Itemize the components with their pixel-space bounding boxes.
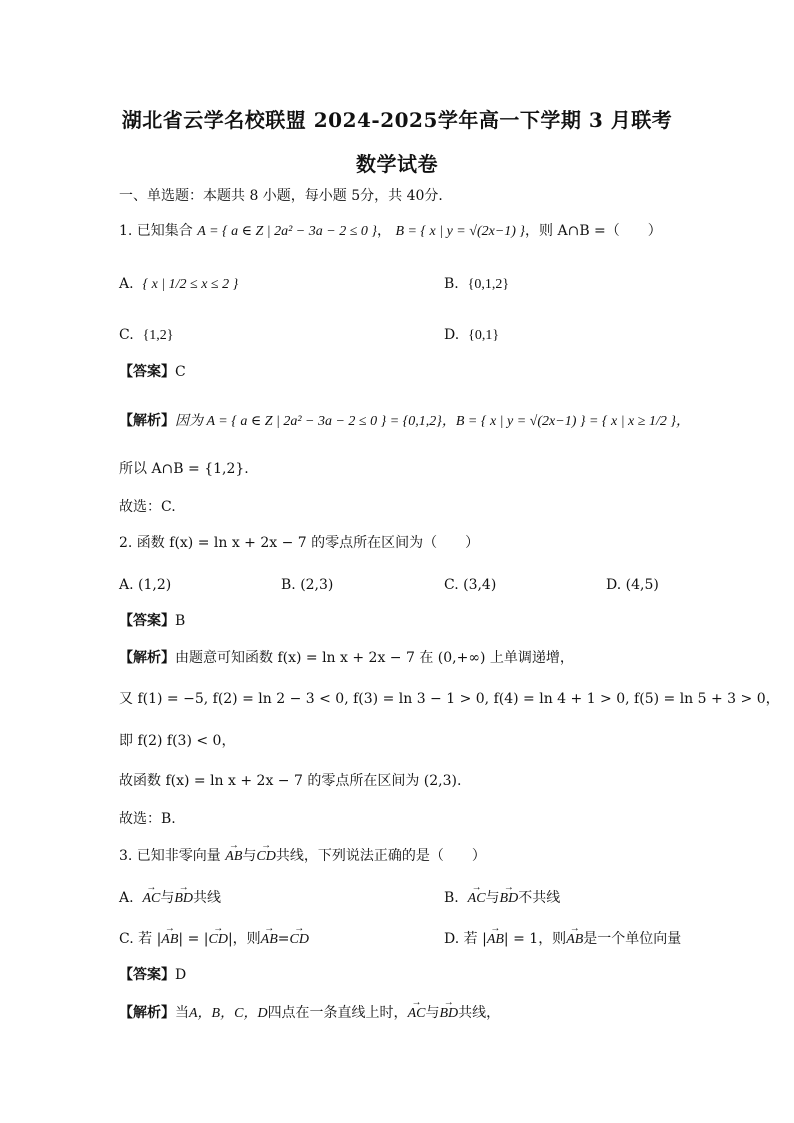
- q2-answer: [119, 611, 185, 631]
- q2-answer-label: 【答案】: [119, 613, 175, 629]
- q1-analysis-text-1: 因为 A = { a ∈ Z | 2a² − 3a − 2 ≤ 0 } = {0,1,2}，B = { x | y = √(2x−1) } = { x | x ≥ 1/2 }，: [175, 414, 690, 429]
- vector-ab: → AB: [261, 930, 278, 950]
- q3-analysis-label: 【解析】: [119, 1005, 175, 1021]
- q1-opt-b-value: {0,1,2}: [467, 277, 510, 292]
- q3-points: A，B，C，D: [189, 1006, 268, 1021]
- q3-opt-b-tail: 不共线: [518, 890, 561, 906]
- vector-ab: → AB: [566, 930, 583, 950]
- q2-option-c: C. (3,4): [444, 577, 497, 593]
- q3-opt-d-eq: = 1: [513, 931, 539, 947]
- vector-cd: → CD: [208, 930, 227, 950]
- q3-answer-label: 【答案】: [119, 967, 175, 983]
- q1-ask: ，则 A∩B =（ ）: [525, 223, 662, 239]
- vector-bd: → BD: [439, 1004, 458, 1024]
- q1-answer: [119, 362, 186, 382]
- vector-cd: → CD: [256, 847, 275, 867]
- q2-option-a: A. (1,2): [119, 577, 172, 593]
- exam-title: 湖北省云学名校联盟 2024-2025学年高一下学期 3 月联考: [121, 108, 673, 132]
- q1-analysis-line-2: 所以 A∩B = {1,2}.: [119, 461, 249, 477]
- q2-analysis-label: 【解析】: [119, 650, 175, 666]
- q3-analysis-with: 与: [425, 1005, 440, 1021]
- q3-option-c: C. 若 |→ AB| = |→ CD|，则→ AB=→ CD: [119, 929, 309, 950]
- vector-ab: → AB: [161, 930, 178, 950]
- vector-bd: → BD: [500, 889, 519, 909]
- q3-opt-c-mid: ，则: [232, 931, 261, 947]
- q1-analysis-line-1: [119, 411, 690, 432]
- q2-analysis-text-1: 由题意可知函数 f(x) = ln x + 2x − 7 在 (0,+∞) 上单调递增，: [175, 650, 574, 666]
- q3-opt-d-label: D. 若: [444, 931, 478, 947]
- q3-option-d: D. 若 |→ AB| = 1，则→ AB是一个单位向量: [444, 929, 681, 950]
- q3-answer-value: D: [175, 967, 187, 983]
- q2-conclude: [119, 809, 176, 829]
- q1-set-a: A = { a ∈ Z | 2a² − 3a − 2 ≤ 0 }: [197, 224, 377, 239]
- q3-analysis-line-1: [119, 1003, 500, 1024]
- vector-bd: → BD: [174, 889, 193, 909]
- q3-stem-pre: 3. 已知非零向量: [119, 848, 221, 864]
- q1-opt-c-value: {1,2}: [142, 328, 174, 343]
- q2-answer-value: B: [175, 613, 186, 629]
- q3-opt-c-label: C. 若: [119, 931, 153, 947]
- q3-opt-b-with: 与: [485, 890, 500, 906]
- section-heading: 一、单选题：本题共 8 小题，每小题 5分，共 40分．: [119, 188, 453, 204]
- q2-analysis-line-4: 故函数 f(x) = ln x + 2x − 7 的零点所在区间为 (2,3).: [119, 773, 462, 789]
- q1-answer-label: 【答案】: [119, 364, 175, 380]
- q3-with: 与: [242, 848, 257, 864]
- q1-set-b: B = { x | y = √(2x−1) }: [395, 224, 526, 239]
- q1-opt-d-value: {0,1}: [468, 328, 500, 343]
- vector-ab: → AB: [225, 847, 242, 867]
- q3-analysis-mid: 四点在一条直线上时，: [267, 1005, 408, 1021]
- vector-ac: → AC: [408, 1004, 426, 1024]
- q2-conclude-label: 故选：: [119, 811, 161, 827]
- q2-analysis-line-3: 即 f(2) f(3) < 0，: [119, 733, 236, 749]
- q2-option-b: B. (2,3): [281, 577, 334, 593]
- q1-analysis-label: 【解析】: [119, 413, 175, 429]
- q3-stem: [119, 846, 486, 867]
- q2-stem: 2. 函数 f(x) = ln x + 2x − 7 的零点所在区间为（ ）: [119, 535, 480, 551]
- q3-analysis-post: 共线，: [458, 1005, 501, 1021]
- q3-opt-b-label: B.: [444, 890, 459, 906]
- q3-opt-a-tail: 共线: [193, 890, 222, 906]
- q3-opt-d-end: 是一个单位向量: [583, 931, 682, 947]
- q1-opt-d-label: D.: [444, 327, 460, 343]
- q1-opt-b-label: B.: [444, 276, 459, 292]
- exam-subtitle: 数学试卷: [356, 152, 438, 176]
- q1-conclude-label: 故选：: [119, 499, 161, 515]
- q1-opt-c-label: C.: [119, 327, 134, 343]
- q1-num: 1. 已知集合: [119, 223, 193, 239]
- q2-option-d: D. (4,5): [606, 577, 659, 593]
- q1-opt-a-value: { x | 1/2 ≤ x ≤ 2 }: [142, 277, 239, 292]
- q3-opt-a-label: A.: [119, 890, 134, 906]
- q1-option-a: [119, 274, 238, 295]
- q1-option-b: [444, 274, 509, 295]
- q3-opt-c-eq: =: [277, 931, 290, 947]
- vector-ac: → AC: [142, 889, 160, 909]
- q1-stem: 1. 已知集合 A = { a ∈ Z | 2a² − 3a − 2 ≤ 0 }， B = { x | y = √(2x−1) }，则 A∩B =（ ）: [119, 223, 662, 239]
- q3-option-b: [444, 888, 560, 909]
- q3-opt-d-tail: ，则: [538, 931, 567, 947]
- q3-opt-a-with: 与: [160, 890, 175, 906]
- vector-ac: → AC: [468, 889, 486, 909]
- q1-conclude-value: C.: [161, 499, 176, 515]
- q1-opt-a-label: A.: [119, 276, 134, 292]
- vector-ab: → AB: [487, 930, 504, 950]
- q1-option-c: [119, 325, 174, 346]
- q2-conclude-value: B.: [161, 811, 176, 827]
- q1-answer-value: C: [175, 364, 186, 380]
- q2-analysis-line-1: [119, 648, 574, 668]
- q3-answer: [119, 965, 186, 985]
- q3-stem-post: 共线，下列说法正确的是（ ）: [275, 848, 486, 864]
- q1-option-d: [444, 325, 499, 346]
- q1-conclude: [119, 497, 176, 517]
- vector-cd: → CD: [290, 930, 309, 950]
- q3-option-a: [119, 888, 221, 909]
- q3-analysis-pre: 当: [175, 1005, 189, 1021]
- q2-analysis-line-2: 又 f(1) = −5, f(2) = ln 2 − 3 < 0, f(3) = ln 3 − 1 > 0, f(4) = ln 4 + 1 > 0, f(5) = ln 5 + 3 > 0，: [119, 691, 780, 707]
